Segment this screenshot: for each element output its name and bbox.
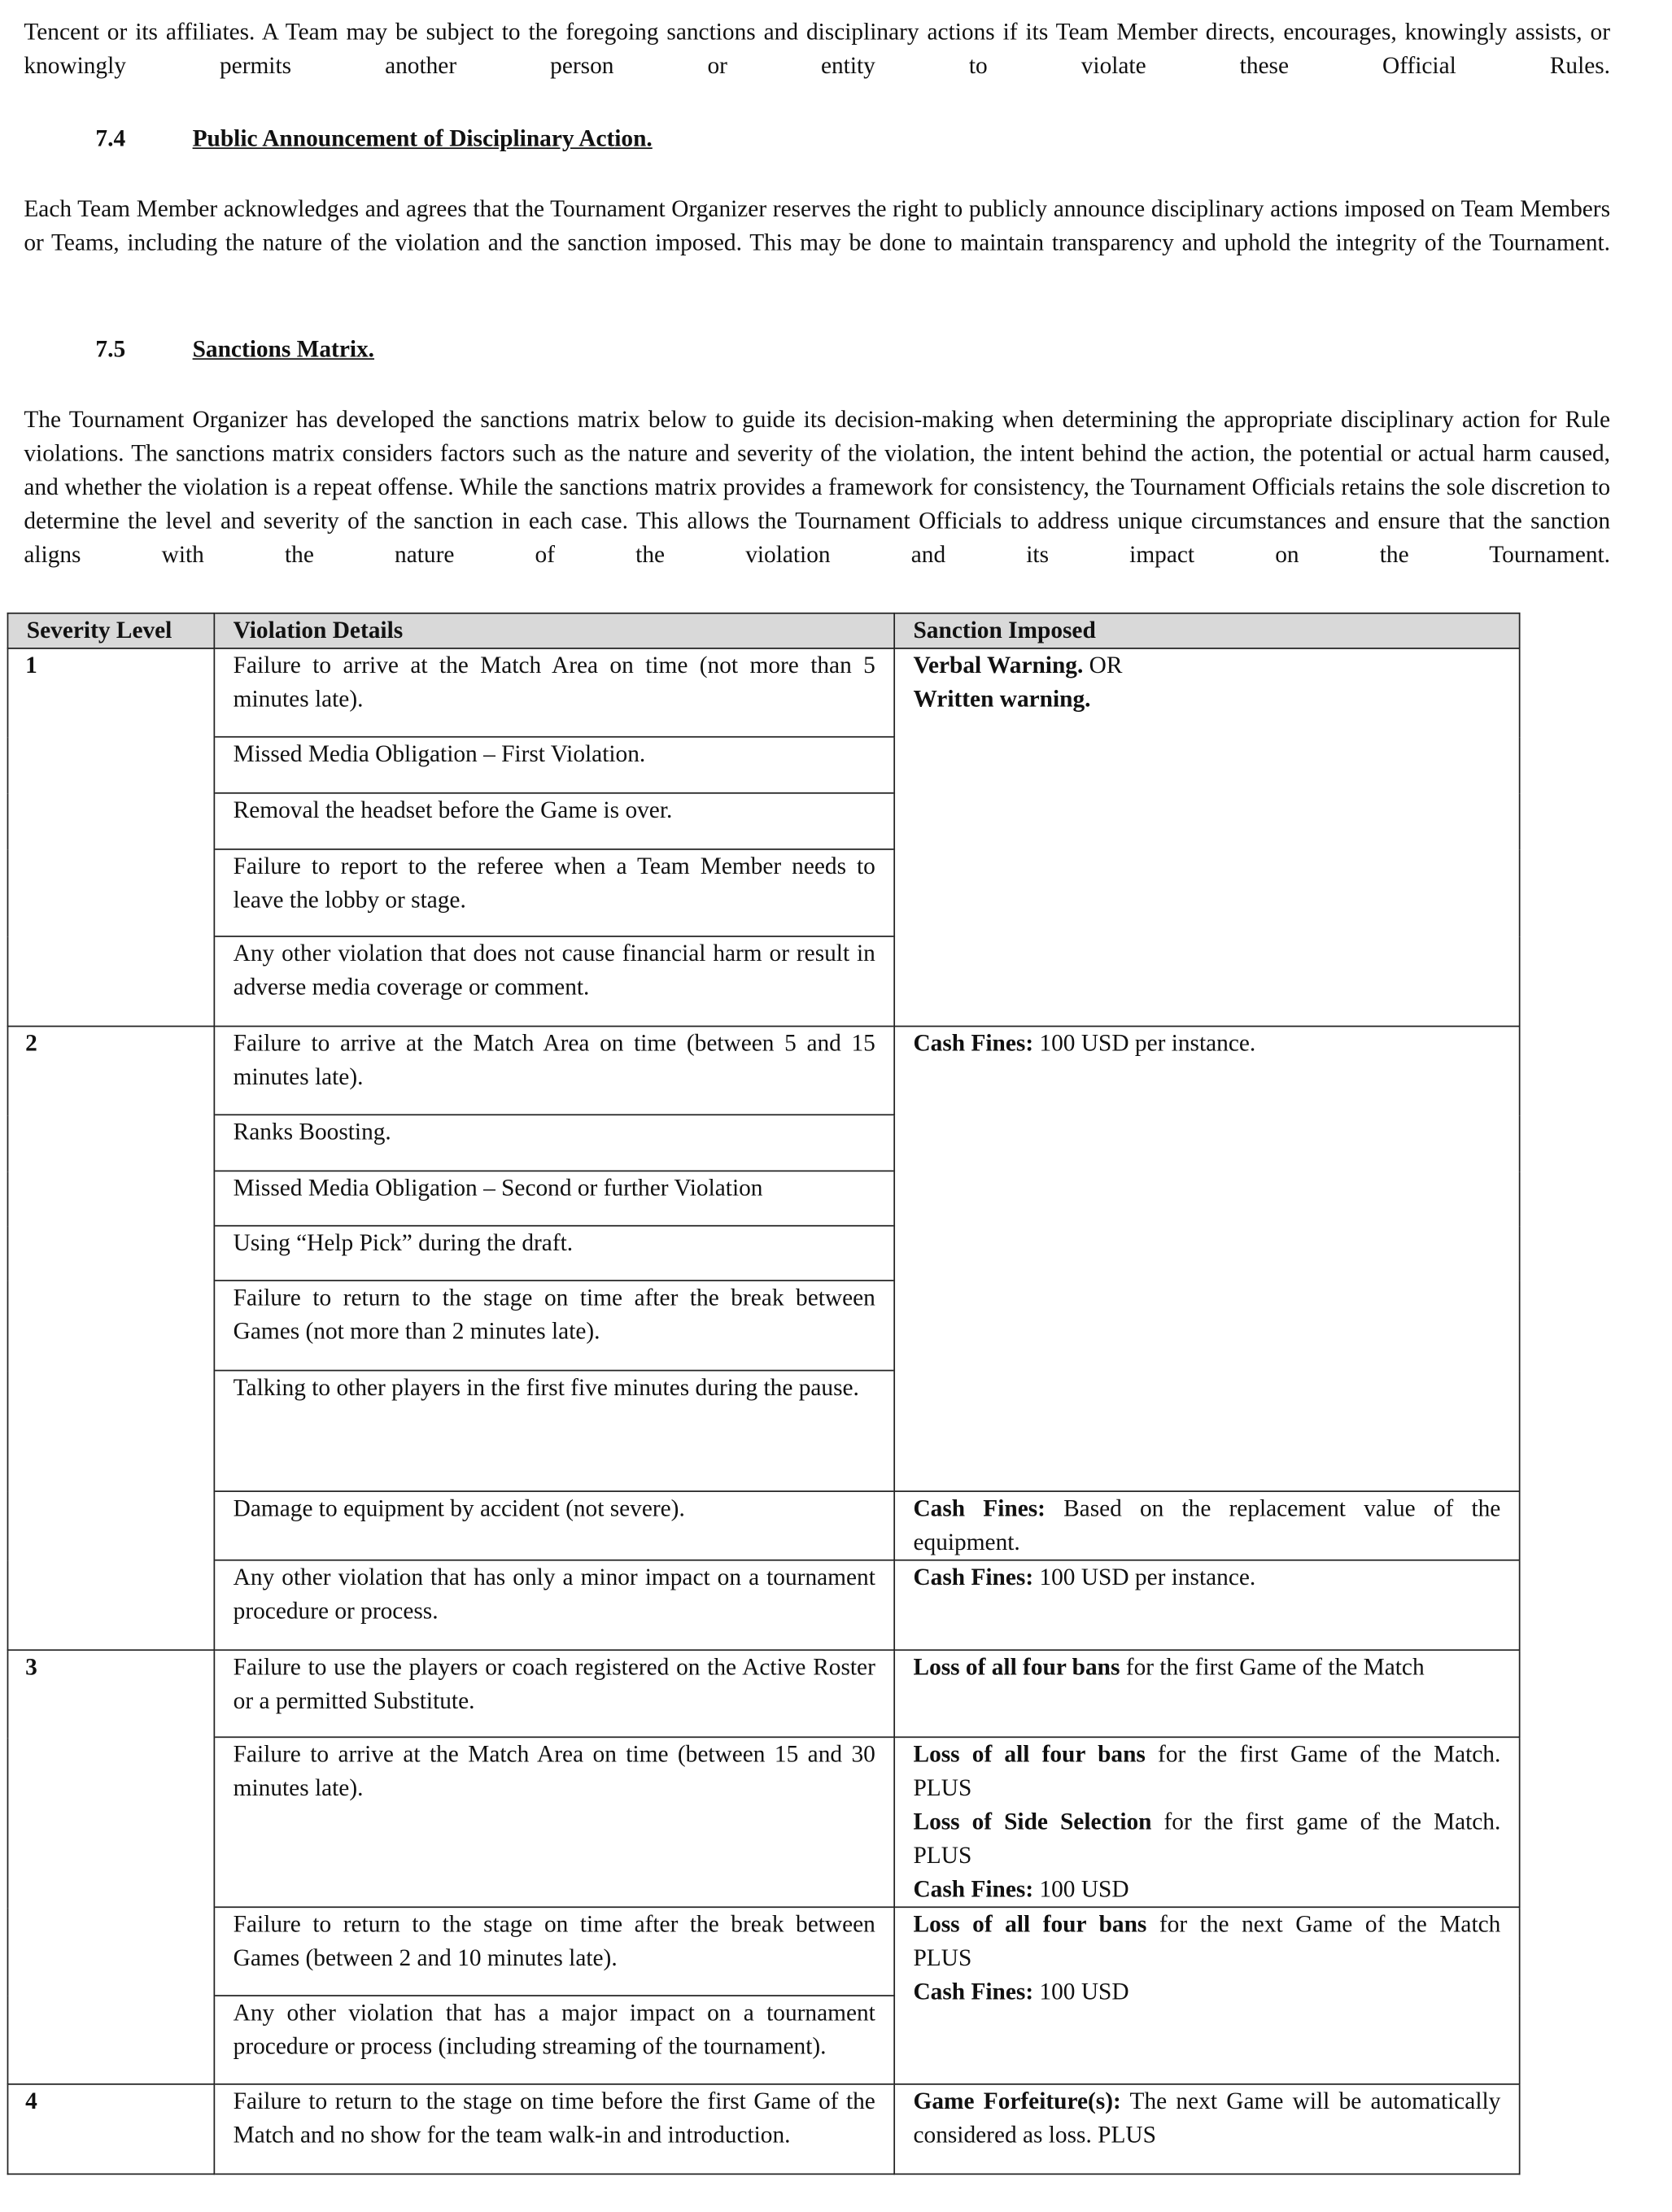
paragraph-sanctions-intro: Tencent or its affiliates. A Team may be subject to the foregoing sanctions and disciplinary actions if its Team Member directs, encourages, knowingly assists, or knowingly permits another person or entity to violate these Official Rules. <box>24 18 1611 79</box>
violation-cell: Damage to equipment by accident (not severe). <box>214 1491 894 1560</box>
sanction-bold: Loss of all four bans <box>913 1910 1147 1938</box>
sanction-cell <box>894 648 1519 1027</box>
sanction-bold: Cash Fines: <box>913 1564 1034 1590</box>
severity-level-cell: 1 <box>7 648 214 1027</box>
severity-level-cell: 4 <box>7 2084 214 2175</box>
violation-cell: Talking to other players in the first five minutes during the pause. <box>214 1371 894 1492</box>
sanction-bold: Loss of Side Selection <box>913 1808 1152 1835</box>
sanction-cell <box>894 1027 1519 1492</box>
sanction-cell <box>894 1491 1519 1560</box>
table-row <box>7 648 1519 737</box>
sanction-text: Based on the replacement value of the equipment. <box>913 1494 1501 1555</box>
section-title: Public Announcement of Disciplinary Action. <box>192 124 653 152</box>
violation-cell: Any other violation that has only a minor impact on a tournament procedure or process. <box>214 1560 894 1651</box>
sanction-text: for the next Game of the Match <box>1146 1910 1501 1938</box>
violation-cell: Missed Media Obligation – Second or further Violation <box>214 1171 894 1225</box>
violation-cell: Using “Help Pick” during the draft. <box>214 1226 894 1281</box>
violation-cell: Failure to return to the stage on time after the break between Games (between 2 and 10 minutes late). <box>214 1907 894 1996</box>
severity-level-cell: 3 <box>7 1650 214 2084</box>
paragraph-sanctions-matrix: The Tournament Organizer has developed the sanctions matrix below to guide its decision-making when determining the appropriate disciplinary action for Rule violations. The sanctions matrix considers factors such as the nature and severity of the violation, the intent behind the action, the potential or actual harm caused, and whether the violation is a repeat offense. While the sanctions matrix provides a framework for consistency, the Tournament Officials retains the sole discretion to determine the level and severity of the sanction in each case. This allows the Tournament Officials to address unique circumstances and ensure that the sanction aligns with the nature of the violation and its impact on the Tournament. <box>24 406 1611 568</box>
table-row <box>7 1907 1519 1996</box>
violation-cell: Failure to return to the stage on time before the first Game of the Match and no show for the team walk-in and introduction. <box>214 2084 894 2175</box>
violation-cell: Removal the headset before the Game is over. <box>214 793 894 849</box>
sanction-bold: Verbal Warning. <box>913 652 1084 679</box>
sanction-text: 100 USD <box>1033 1875 1129 1903</box>
sanction-text: for the first Game of the Match. <box>1145 1740 1501 1768</box>
table-row <box>7 1491 1519 1560</box>
sanction-bold: Cash Fines: <box>913 1875 1034 1903</box>
sanction-bold: Cash Fines: <box>913 1029 1034 1057</box>
sanction-text: 100 USD per instance. <box>1033 1029 1256 1057</box>
table-header-row <box>7 613 1519 648</box>
sanction-cell <box>894 1907 1519 2084</box>
violation-cell: Failure to report to the referee when a Team Member needs to leave the lobby or stage. <box>214 849 894 936</box>
sanction-cell <box>894 1560 1519 1651</box>
header-sanction-imposed: Sanction Imposed <box>894 613 1519 648</box>
violation-cell: Failure to arrive at the Match Area on time (between 5 and 15 minutes late). <box>214 1027 894 1115</box>
sanction-text: 100 USD <box>1033 1978 1129 2005</box>
sanction-plus: PLUS <box>913 1944 972 1971</box>
violation-cell: Failure to return to the stage on time after the break between Games (not more than 2 minutes late). <box>214 1281 894 1371</box>
sanction-bold: Loss of all four bans <box>913 1653 1120 1681</box>
sanction-bold: Cash Fines: <box>913 1978 1034 2005</box>
sanction-text: OR <box>1083 652 1123 679</box>
violation-cell: Failure to arrive at the Match Area on time (between 15 and 30 minutes late). <box>214 1737 894 1907</box>
sanction-text: for the first Game of the Match <box>1120 1653 1425 1681</box>
sanction-plus: PLUS <box>913 1841 972 1869</box>
severity-level-cell: 2 <box>7 1027 214 1651</box>
paragraph-public-announcement: Each Team Member acknowledges and agrees that the Tournament Organizer reserves the right to publicly announce disciplinary actions imposed on Team Members or Teams, including the nature of the violation and the sanction imposed. This may be done to maintain transparency and uphold the integrity of the Tournament. <box>24 195 1611 256</box>
sanction-text: The next Game will be automatically considered as loss. PLUS <box>913 2088 1501 2149</box>
sanction-plus: PLUS <box>913 1774 972 1801</box>
violation-cell: Any other violation that has a major impact on a tournament procedure or process (including streaming of the tournament). <box>214 1996 894 2084</box>
table-row <box>7 2084 1519 2175</box>
violation-cell: Missed Media Obligation – First Violation. <box>214 737 894 793</box>
violation-cell: Failure to use the players or coach registered on the Active Roster or a permitted Substitute. <box>214 1650 894 1737</box>
sanction-cell <box>894 1737 1519 1907</box>
sanction-bold: Written warning. <box>913 685 1091 713</box>
section-number: 7.4 <box>95 124 126 152</box>
sanction-bold: Cash Fines: <box>913 1494 1046 1522</box>
section-title: Sanctions Matrix. <box>192 335 375 363</box>
header-severity-level: Severity Level <box>7 613 214 648</box>
table-row <box>7 1737 1519 1907</box>
sanction-text: 100 USD per instance. <box>1033 1564 1256 1590</box>
table-row <box>7 1650 1519 1737</box>
sanction-cell <box>894 1650 1519 1737</box>
sanctions-matrix-table <box>7 613 1521 2175</box>
header-violation-details: Violation Details <box>214 613 894 648</box>
violation-cell: Ranks Boosting. <box>214 1115 894 1171</box>
sanction-cell <box>894 2084 1519 2175</box>
table-row <box>7 1027 1519 1115</box>
table-row <box>7 1560 1519 1651</box>
sanction-bold: Game Forfeiture(s): <box>913 2088 1121 2114</box>
sanction-text: for the first game of the Match. <box>1151 1808 1501 1835</box>
section-number: 7.5 <box>95 335 126 363</box>
violation-cell: Any other violation that does not cause financial harm or result in adverse media coverage or comment. <box>214 936 894 1027</box>
violation-cell: Failure to arrive at the Match Area on time (not more than 5 minutes late). <box>214 648 894 737</box>
sanction-bold: Loss of all four bans <box>913 1740 1146 1768</box>
